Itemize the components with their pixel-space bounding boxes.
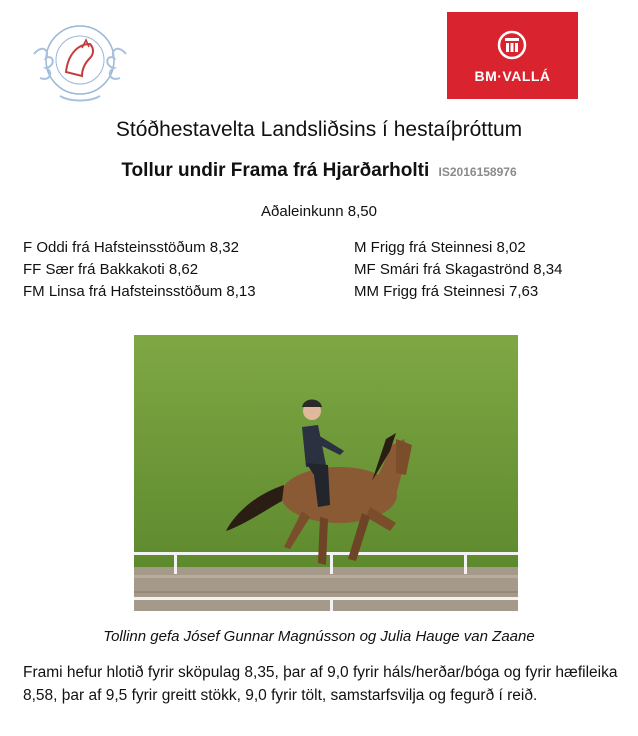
main-score: Aðaleinkunn 8,50 bbox=[261, 203, 377, 220]
pedigree-sire-side bbox=[23, 237, 256, 303]
horse-name: Tollur undir Frama frá Hjarðarholti bbox=[121, 160, 430, 181]
sponsor-brand: BM·VALLÁ bbox=[474, 68, 551, 84]
page-title: Stóðhestavelta Landsliðsins í hestaíþróttum bbox=[115, 118, 523, 141]
house-icon bbox=[497, 30, 527, 60]
pedigree-line: F Oddi frá Hafsteinsstöðum 8,32 bbox=[23, 239, 239, 256]
photo-caption: Tollinn gefa Jósef Gunnar Magnússon og Julia Hauge van Zaane bbox=[103, 628, 535, 645]
pedigree-line: FM Linsa frá Hafsteinsstöðum 8,13 bbox=[23, 283, 256, 300]
pedigree-line: M Frigg frá Steinnesi 8,02 bbox=[354, 239, 526, 256]
pedigree-line: MF Smári frá Skagaströnd 8,34 bbox=[354, 261, 563, 278]
sponsor-logo bbox=[447, 12, 578, 99]
pedigree-line: FF Sær frá Bakkakoti 8,62 bbox=[23, 261, 199, 278]
pedigree-line: MM Frigg frá Steinnesi 7,63 bbox=[354, 283, 539, 300]
horse-photo bbox=[134, 335, 518, 611]
registration-number: IS2016158976 bbox=[438, 165, 517, 179]
horse-heading bbox=[0, 160, 638, 182]
description-paragraph: Frami hefur hlotið fyrir sköpulag 8,35, þar af 9,0 fyrir háls/herðar/bóga og fyrir hæfileika 8,58, þar af 9,5 fyrir greitt stökk, 9,0 fyrir tölt, samstarfsvilja og fegurð í reið. bbox=[23, 664, 618, 704]
pedigree-dam-side bbox=[354, 237, 562, 303]
federation-logo bbox=[20, 14, 136, 106]
